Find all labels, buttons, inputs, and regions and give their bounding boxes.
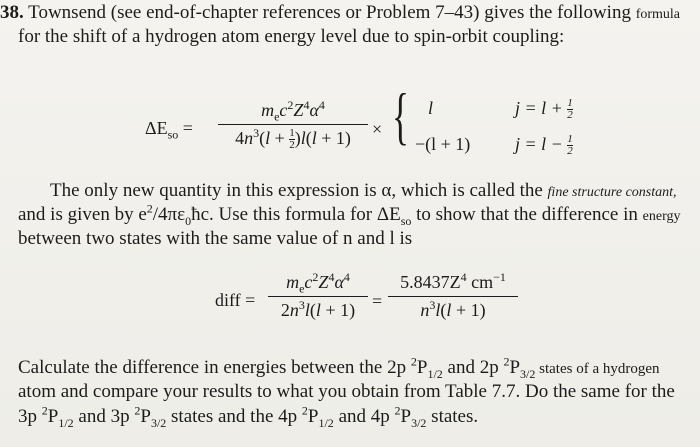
eq1-numerator: $m_ec^2Z^4\alpha^4$ xyxy=(261,98,325,124)
task-line-2: atom and compare your results to what you obtain from Table 7.7. Do the same for the xyxy=(18,381,675,402)
para-line-1: The only new quantity in this expression is α, which is called the fine structure constant, xyxy=(50,180,677,201)
eq1-case2-value: −(l + 1) xyxy=(415,134,471,154)
problem-line-1 xyxy=(0,2,680,24)
problem-line-2: for the shift of a hydrogen atom energy level due to spin-orbit coupling: xyxy=(18,26,565,47)
eq2-lhs: diff = xyxy=(215,290,256,310)
task-line-1: Calculate the difference in energies between the 2p $^2P_{1/2}$ and 2p $^2P_{3/2}$ states of a hydrogen xyxy=(18,354,660,381)
para-line-2: and is given by $e^2/4\pi\varepsilon_0ħc$. Use this formula for $\Delta E_{so}$ to show that the difference in energy xyxy=(18,201,681,228)
problem-text-1: Townsend (see end-of-chapter references or Problem 7–43) gives the following xyxy=(28,2,631,23)
eq1-brace: { xyxy=(392,80,409,151)
eq2-fraction-1: $m_ec^2Z^4\alpha^4$ $2n^3l(l + 1)$ xyxy=(268,272,368,321)
problem-text-1-tail: formula xyxy=(635,7,681,22)
eq2-fraction-2: $5.8437Z^4$ $cm^{-1}$ $n^3l(l + 1)$ xyxy=(388,272,518,321)
eq1-denominator: $4n^3(l$ + $\frac{1}{2}$ )l(l + 1) xyxy=(235,126,351,152)
task-line-3: 3p $^2P_{1/2}$ and 3p $^2P_{3/2}$ states and the 4p $^2P_{1/2}$ and 4p $^2P_{3/2}$ states. xyxy=(18,403,479,430)
fine-structure-term: fine structure constant, xyxy=(547,185,677,200)
eq1-case1-condition: j = l + $\frac{1}{2}$ xyxy=(515,97,573,122)
eq1-times: × xyxy=(372,119,383,139)
eq1-case1-value: l xyxy=(428,98,434,118)
para-line-3: between two states with the same value of n and l is xyxy=(18,228,413,249)
eq1-fraction xyxy=(218,100,368,151)
eq1-lhs: $\Delta E_{so}$ = xyxy=(145,118,193,142)
problem-number: 38. xyxy=(0,2,24,23)
eq2-equals: = xyxy=(372,291,383,311)
eq1-case2-condition: j = l − $\frac{1}{2}$ xyxy=(515,133,573,158)
